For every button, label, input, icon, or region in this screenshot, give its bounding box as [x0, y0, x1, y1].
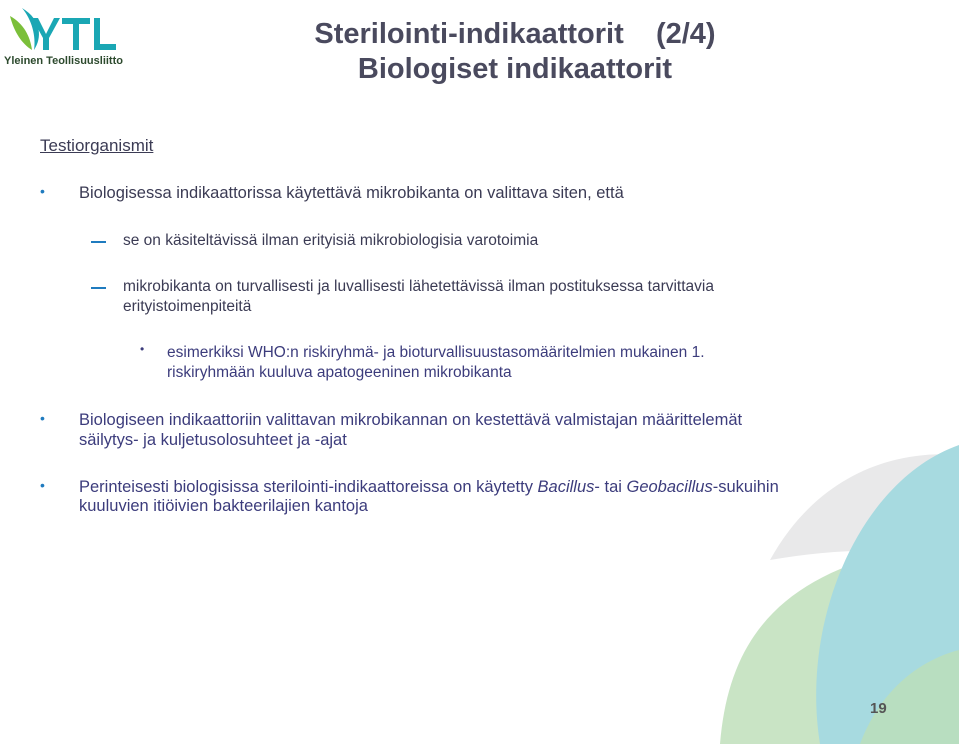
slide-subtitle: Biologiset indikaattorit: [357, 53, 673, 85]
bullet-2-line1: Biologiseen indikaattoriin valittavan mikrobikannan on kestettävä valmistajan määrittelemät: [79, 411, 743, 429]
subsubitem-line1: esimerkiksi WHO:n riskiryhmä- ja bioturvallisuustasomääritelmien mukainen 1.: [167, 344, 705, 361]
logo-subtitle: Yleinen Teollisuusliitto: [4, 55, 123, 67]
bullet-3-part3: - tai: [594, 478, 627, 496]
bacillus-genus: Bacillus: [537, 478, 595, 496]
slide-title: Sterilointi-indikaattorit (2/4): [314, 18, 716, 50]
bullet-dot-icon: •: [140, 342, 145, 356]
bullet-dot-icon: •: [40, 183, 45, 199]
geobacillus-genus: Geobacillus: [626, 478, 713, 496]
bullet-dot-icon: •: [40, 477, 45, 493]
bullet-1-text: Biologisessa indikaattorissa käytettävä mikrobikanta on valittava siten, että: [79, 184, 624, 202]
bullet-2-line2: säilytys- ja kuljetusolosuhteet ja -ajat: [79, 431, 347, 449]
bullet-3-line1: [79, 477, 779, 497]
subitem-2-line2: erityistoimenpiteitä: [123, 298, 252, 315]
bullet-3-line2: kuuluvien itiöivien bakteerilajien kantoja: [79, 497, 368, 515]
page-number: 19: [870, 700, 887, 717]
dash-icon: [91, 241, 106, 243]
subsubitem-line2: riskiryhmään kuuluva apatogeeninen mikrobikanta: [167, 364, 512, 381]
subitem-2-line1: mikrobikanta on turvallisesti ja luvallisesti lähetettävissä ilman postituksessa tarvittavia: [123, 278, 714, 295]
subitem-1-text: se on käsiteltävissä ilman erityisiä mikrobiologisia varotoimia: [123, 232, 539, 249]
bullet-3-part1: Perinteisesti biologisissa sterilointi-indikaattoreissa on käytetty: [79, 478, 538, 496]
bullet-dot-icon: •: [40, 410, 45, 426]
dash-icon: [91, 287, 106, 289]
bullet-3-part5: -sukuihin: [712, 478, 779, 496]
section-heading: Testiorganismit: [40, 136, 154, 155]
